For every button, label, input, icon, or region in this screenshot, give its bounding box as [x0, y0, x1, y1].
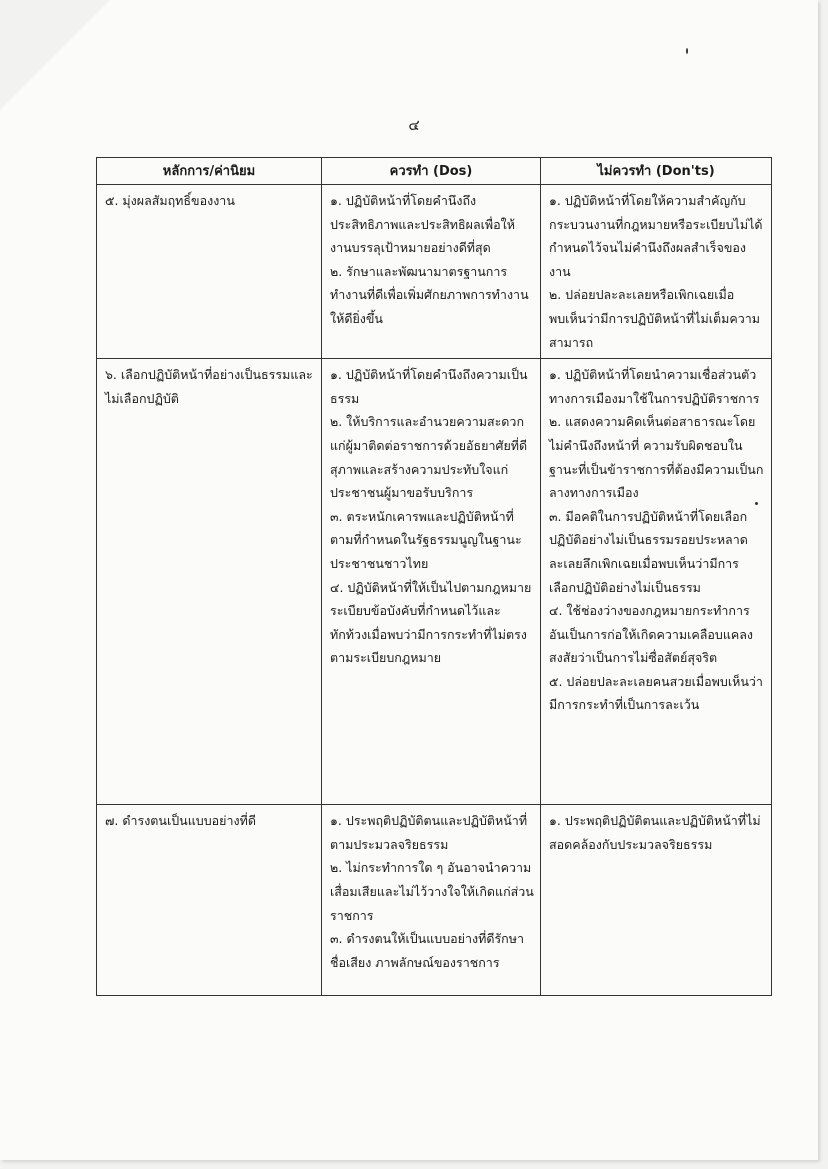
- header-dos: ควรทำ (Dos): [322, 158, 541, 185]
- principle-cell: ๗. ดำรงตนเป็นแบบอย่างที่ดี: [97, 805, 322, 996]
- dos-item: ๒. ให้บริการและอำนวยความสะดวกแก่ผู้มาติดต่อราชการด้วยอัธยาศัยที่ดีสุภาพและสร้างความประทับใจแก่ประชาชนผู้มาขอรับบริการ: [330, 414, 528, 501]
- dos-item: ๓. ดำรงตนให้เป็นแบบอย่างที่ดีรักษาชื่อเสียง ภาพลักษณ์ของราชการ: [330, 931, 524, 970]
- table-row: [97, 805, 772, 996]
- scan-speck: [686, 48, 688, 54]
- page-number: ๔: [408, 116, 420, 134]
- header-donts: ไม่ควรทำ (Don'ts): [541, 158, 772, 185]
- donts-item: ๒. ปล่อยปละละเลยหรือเพิกเฉยเมื่อพบเห็นว่ามีการปฏิบัติหน้าที่ไม่เต็มความสามารถ: [549, 287, 761, 350]
- donts-item: ๔. ใช้ช่องว่างของกฎหมายกระทำการอันเป็นการก่อให้เกิดความเคลือบแคลงสงสัยว่าเป็นการไม่ซื่อสัตย์สุจริต: [549, 603, 754, 666]
- dos-item: ๓. ตระหนักเคารพและปฏิบัติหน้าที่ตามที่กำหนดในรัฐธรรมนูญในฐานะประชาชนชาวไทย: [330, 508, 522, 571]
- donts-item: ๑. ประพฤติปฏิบัติตนและปฏิบัติหน้าที่ไม่สอดคล้องกับประมวลจริยธรรม: [549, 813, 761, 852]
- dos-item: ๒. รักษาและพัฒนามาตรฐานการทำงานที่ดีเพื่อเพิ่มศักยภาพการทำงานให้ดียิ่งขึ้น: [330, 263, 529, 326]
- dos-item: ๑. ปฏิบัติหน้าที่โดยคำนึงถึงประสิทธิภาพและประสิทธิผลเพื่อให้งานบรรลุเป้าหมายอย่างดีที่สุด: [330, 193, 515, 256]
- donts-cell: [541, 805, 772, 996]
- donts-item: ๑. ปฏิบัติหน้าที่โดยนำความเชื่อส่วนตัวทางการเมืองมาใช้ในการปฏิบัติราชการ: [549, 367, 760, 406]
- dos-cell: [322, 359, 541, 805]
- dos-cell: [322, 805, 541, 996]
- header-principle: หลักการ/ค่านิยม: [97, 158, 322, 185]
- donts-cell: [541, 359, 772, 805]
- conduct-guideline-table: [96, 157, 772, 996]
- dos-item: ๑. ปฏิบัติหน้าที่โดยคำนึงถึงความเป็นธรรม: [330, 367, 528, 406]
- donts-item: ๓. มีอคติในการปฏิบัติหน้าที่โดยเลือกปฏิบัติอย่างไม่เป็นธรรมรอยประหลาดละเลยลึกเพิกเฉยเมื่อพบเห็นว่ามีการเลือกปฏิบัติอย่างไม่เป็นธรรม: [549, 508, 748, 595]
- donts-item: ๕. ปล่อยปละละเลยคนสวยเมื่อพบเห็นว่ามีการกระทำที่เป็นการละเว้น: [549, 673, 763, 713]
- donts-item: ๑. ปฏิบัติหน้าที่โดยให้ความสำคัญกับกระบวนงานที่กฎหมายหรือระเบียบไม่ได้กำหนดไว้จนไม่คำนึงถึงผลสำเร็จของงาน: [549, 193, 763, 279]
- donts-cell: [541, 185, 772, 359]
- dos-item: ๑. ประพฤติปฏิบัติตนและปฏิบัติหน้าที่ตามประมวลจริยธรรม: [330, 813, 528, 852]
- table-header-row: [97, 158, 772, 185]
- donts-item: ๒. แสดงความคิดเห็นต่อสาธารณะโดยไม่คำนึงถึงหน้าที่ ความรับผิดชอบในฐานะที่เป็นข้าราชการที่ต้องมีความเป็นกลางทางการเมือง: [549, 414, 764, 501]
- table-row: [97, 359, 772, 805]
- dos-cell: [322, 185, 541, 359]
- dos-item: ๔. ปฏิบัติหน้าที่ให้เป็นไปตามกฎหมายระเบียบข้อบังคับที่กำหนดไว้และทักท้วงเมื่อพบว่ามีการกระทำที่ไม่ตรงตามระเบียบกฎหมาย: [330, 579, 532, 666]
- principle-cell: ๖. เลือกปฏิบัติหน้าที่อย่างเป็นธรรมและไม่เลือกปฏิบัติ: [97, 359, 322, 805]
- table-row: [97, 185, 772, 359]
- principle-cell: ๕. มุ่งผลสัมฤทธิ์ของงาน: [97, 185, 322, 359]
- folded-corner: [0, 0, 110, 110]
- dos-item: ๒. ไม่กระทำการใด ๆ อันอาจนำความเสื่อมเสียและไม่ไว้วางใจให้เกิดแก่ส่วนราชการ: [330, 860, 534, 923]
